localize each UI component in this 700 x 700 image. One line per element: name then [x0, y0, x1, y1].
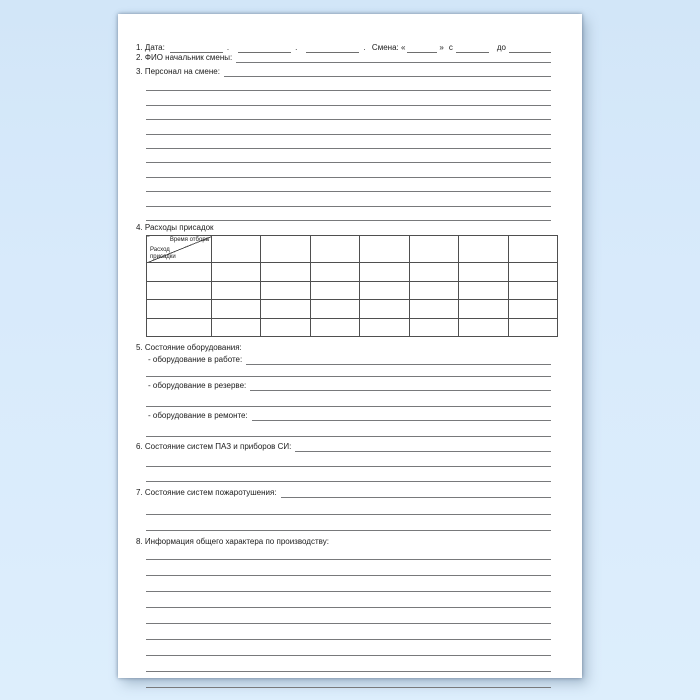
ruled-blank-line — [146, 192, 551, 206]
paz-ruled-lines — [136, 452, 551, 482]
supervisor-field — [236, 60, 551, 63]
corner-consumption-label-line1: Расход — [150, 247, 170, 254]
additives-table-cell — [261, 318, 310, 337]
ruled-blank-line — [146, 391, 551, 407]
additives-table — [146, 235, 558, 337]
general-info-ruled-lines — [136, 548, 551, 688]
equipment-item-working — [148, 354, 551, 365]
equipment-item-reserve — [148, 379, 551, 391]
equipment-reserve-field — [250, 388, 551, 391]
additives-table-cell — [310, 300, 359, 319]
additives-table-cell — [261, 281, 310, 300]
additives-table-cell — [508, 263, 557, 282]
additives-table-cell — [147, 318, 212, 337]
corner-consumption-label-line2: присадки — [150, 254, 176, 261]
additives-table-cell — [212, 318, 261, 337]
additives-table-cell — [360, 281, 409, 300]
personnel-row — [136, 66, 551, 77]
supervisor-label: 2. ФИО начальник смены: — [136, 53, 233, 62]
additives-table-cell — [147, 300, 212, 319]
ruled-blank-line — [146, 608, 551, 624]
equipment-repair-lines — [136, 421, 551, 437]
equipment-repair-label: - оборудование в ремонте: — [148, 411, 248, 421]
additives-table-cell — [147, 281, 212, 300]
date-separator: . — [226, 43, 230, 52]
ruled-blank-line — [146, 91, 551, 105]
shift-group — [372, 43, 551, 53]
ruled-blank-line — [146, 515, 551, 532]
equipment-working-field — [246, 362, 551, 365]
additives-table-row — [147, 263, 558, 282]
additives-table-row — [147, 318, 558, 337]
date-separator: . — [363, 43, 366, 52]
equipment-repair-field — [252, 418, 551, 421]
additives-table-cell — [147, 263, 212, 282]
additives-table-cell — [212, 281, 261, 300]
additives-section-label: 4. Расходы присадок — [136, 223, 214, 233]
ruled-blank-line — [146, 120, 551, 134]
additives-table-cell — [212, 300, 261, 319]
additives-table-cell — [360, 263, 409, 282]
additives-table-cell — [508, 236, 557, 263]
ruled-blank-line — [146, 672, 551, 688]
supervisor-row — [136, 53, 551, 63]
shift-from-label: с — [448, 43, 453, 52]
ruled-blank-line — [146, 560, 551, 576]
additives-table-cell — [360, 300, 409, 319]
additives-table-cell — [459, 263, 508, 282]
date-year-field — [306, 44, 359, 53]
additives-table-cell — [409, 300, 458, 319]
equipment-section-label: 5. Состояние оборудования: — [136, 343, 242, 353]
personnel-field — [224, 74, 551, 77]
ruled-blank-line — [146, 365, 551, 377]
additives-table-row — [147, 281, 558, 300]
date-shift-row — [136, 43, 551, 53]
personnel-ruled-lines — [136, 77, 551, 221]
form-sheet — [118, 14, 582, 678]
additives-table-cell — [310, 236, 359, 263]
date-month-field — [238, 44, 291, 53]
equipment-reserve-label: - оборудование в резерве: — [148, 381, 247, 391]
fire-field — [281, 495, 551, 498]
ruled-blank-line — [146, 207, 551, 221]
additives-table-cell — [508, 318, 557, 337]
paz-section-label: 6. Состояние систем ПАЗ и приборов СИ: — [136, 442, 292, 452]
shift-number-field — [407, 44, 437, 53]
paz-section-row — [136, 440, 551, 452]
fire-section-label: 7. Состояние систем пожаротушения: — [136, 488, 277, 498]
corner-time-label: Время отбора — [169, 237, 209, 244]
additives-table-corner-cell — [147, 236, 212, 263]
additives-table-cell — [508, 281, 557, 300]
fire-section-row — [136, 486, 551, 498]
additives-table-cell — [459, 300, 508, 319]
additives-table-cell — [261, 263, 310, 282]
ruled-blank-line — [146, 163, 551, 177]
shift-end-field — [509, 44, 551, 53]
ruled-blank-line — [146, 178, 551, 192]
equipment-reserve-lines — [136, 391, 551, 407]
general-info-section-label: 8. Информация общего характера по производству: — [136, 537, 329, 547]
additives-table-cell — [310, 318, 359, 337]
equipment-working-lines — [136, 365, 551, 377]
fire-ruled-lines — [136, 498, 551, 531]
personnel-label: 3. Персонал на смене: — [136, 67, 220, 76]
ruled-blank-line — [146, 576, 551, 592]
additives-table-cell — [459, 236, 508, 263]
ruled-blank-line — [146, 135, 551, 149]
additives-table-cell — [409, 263, 458, 282]
date-separator: . — [295, 43, 298, 52]
additives-table-cell — [212, 236, 261, 263]
additives-table-cell — [310, 281, 359, 300]
ruled-blank-line — [146, 106, 551, 120]
ruled-blank-line — [146, 498, 551, 515]
ruled-blank-line — [146, 624, 551, 640]
additives-table-cell — [508, 300, 557, 319]
date-day-field — [170, 44, 223, 53]
ruled-blank-line — [146, 77, 551, 91]
additives-table-cell — [261, 236, 310, 263]
additives-table-cell — [409, 281, 458, 300]
shift-quote-close: » — [439, 43, 444, 52]
additives-table-row — [147, 300, 558, 319]
ruled-blank-line — [146, 467, 551, 482]
additives-table-cell — [212, 263, 261, 282]
shift-label: Смена: « — [371, 43, 406, 52]
additives-table-header-row — [147, 236, 558, 263]
ruled-blank-line — [146, 592, 551, 608]
ruled-blank-line — [146, 548, 551, 560]
ruled-blank-line — [146, 656, 551, 672]
additives-table-cell — [409, 236, 458, 263]
date-label: 1. Дата: — [136, 43, 165, 52]
additives-table-cell — [261, 300, 310, 319]
ruled-blank-line — [146, 640, 551, 656]
additives-table-cell — [409, 318, 458, 337]
equipment-working-label: - оборудование в работе: — [148, 355, 243, 365]
equipment-item-repair — [148, 409, 551, 421]
paz-field — [295, 449, 551, 452]
ruled-blank-line — [146, 421, 551, 437]
additives-table-cell — [310, 263, 359, 282]
additives-table-cell — [459, 281, 508, 300]
ruled-blank-line — [146, 452, 551, 467]
additives-table-cell — [459, 318, 508, 337]
shift-to-label: до — [496, 43, 506, 52]
shift-start-field — [456, 44, 489, 53]
ruled-blank-line — [146, 149, 551, 163]
additives-table-cell — [360, 236, 409, 263]
additives-table-cell — [360, 318, 409, 337]
